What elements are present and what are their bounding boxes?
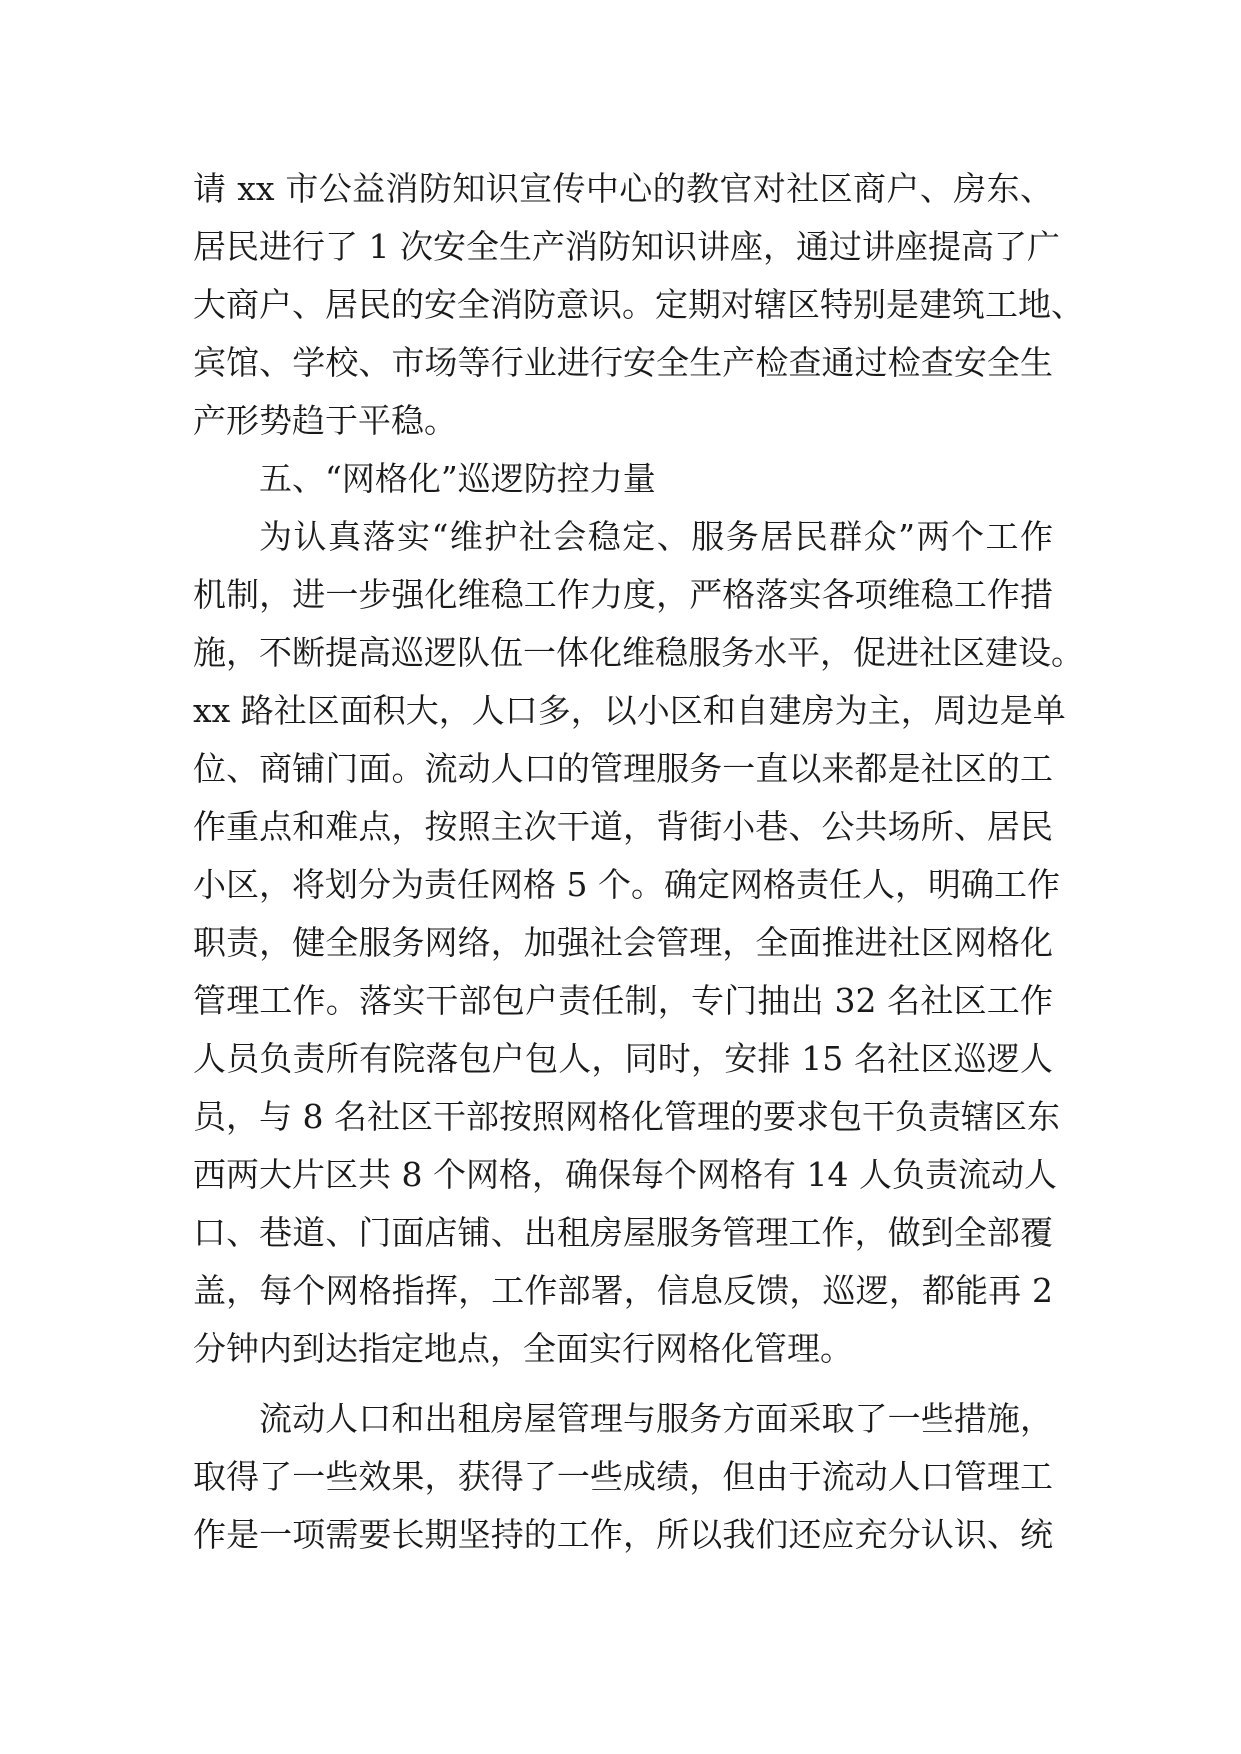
text-line: 居民进行了 1 次安全生产消防知识讲座，通过讲座提高了广 [193, 227, 1060, 266]
text-line: 产形势趋于平稳。 [193, 401, 457, 440]
paragraph-fire-safety [193, 160, 1084, 450]
text-line: 宾馆、学校、市场等行业进行安全生产检查通过检查安全生 [193, 343, 1053, 382]
text-line: 为认真落实“维护社会稳定、服务居民群众”两个工作 [259, 517, 1053, 556]
text-line: 取得了一些效果，获得了一些成绩，但由于流动人口管理工 [193, 1457, 1053, 1496]
text-line: 管理工作。落实干部包户责任制，专门抽出 32 名社区工作 [193, 981, 1053, 1020]
section-heading-grid-patrol: 五、“网格化”巡逻防控力量 [259, 459, 656, 498]
text-line: 小区，将划分为责任网格 5 个。确定网格责任人，明确工作 [193, 865, 1060, 904]
document-body [193, 160, 1084, 1564]
paragraph-floating-population [193, 1390, 1053, 1564]
text-line: 机制，进一步强化维稳工作力度，严格落实各项维稳工作措 [193, 575, 1053, 614]
text-line: 作重点和难点，按照主次干道，背街小巷、公共场所、居民 [193, 807, 1053, 846]
text-line: 人员负责所有院落包户包人，同时，安排 15 名社区巡逻人 [193, 1039, 1053, 1078]
text-line: 大商户、居民的安全消防意识。定期对辖区特别是建筑工地、 [193, 285, 1084, 324]
paragraph-grid-patrol [193, 508, 1084, 1378]
text-line: 流动人口和出租房屋管理与服务方面采取了一些措施， [259, 1399, 1053, 1438]
text-line: 施，不断提高巡逻队伍一体化维稳服务水平，促进社区建设。 [193, 633, 1084, 672]
text-line: 位、商铺门面。流动人口的管理服务一直以来都是社区的工 [193, 749, 1053, 788]
text-line: 分钟内到达指定地点，全面实行网格化管理。 [193, 1329, 853, 1368]
text-line: xx 路社区面积大，人口多，以小区和自建房为主，周边是单 [193, 691, 1066, 730]
text-line: 请 xx 市公益消防知识宣传中心的教官对社区商户、房东、 [193, 169, 1053, 208]
text-line: 西两大片区共 8 个网格，确保每个网格有 14 人负责流动人 [193, 1155, 1057, 1194]
text-line: 口、巷道、门面店铺、出租房屋服务管理工作，做到全部覆 [193, 1213, 1053, 1252]
text-line: 盖，每个网格指挥，工作部署，信息反馈，巡逻，都能再 2 [193, 1271, 1053, 1310]
text-line: 职责，健全服务网络，加强社会管理，全面推进社区网格化 [193, 923, 1053, 962]
text-line: 员，与 8 名社区干部按照网格化管理的要求包干负责辖区东 [193, 1097, 1060, 1136]
text-line: 作是一项需要长期坚持的工作，所以我们还应充分认识、统 [193, 1515, 1053, 1554]
